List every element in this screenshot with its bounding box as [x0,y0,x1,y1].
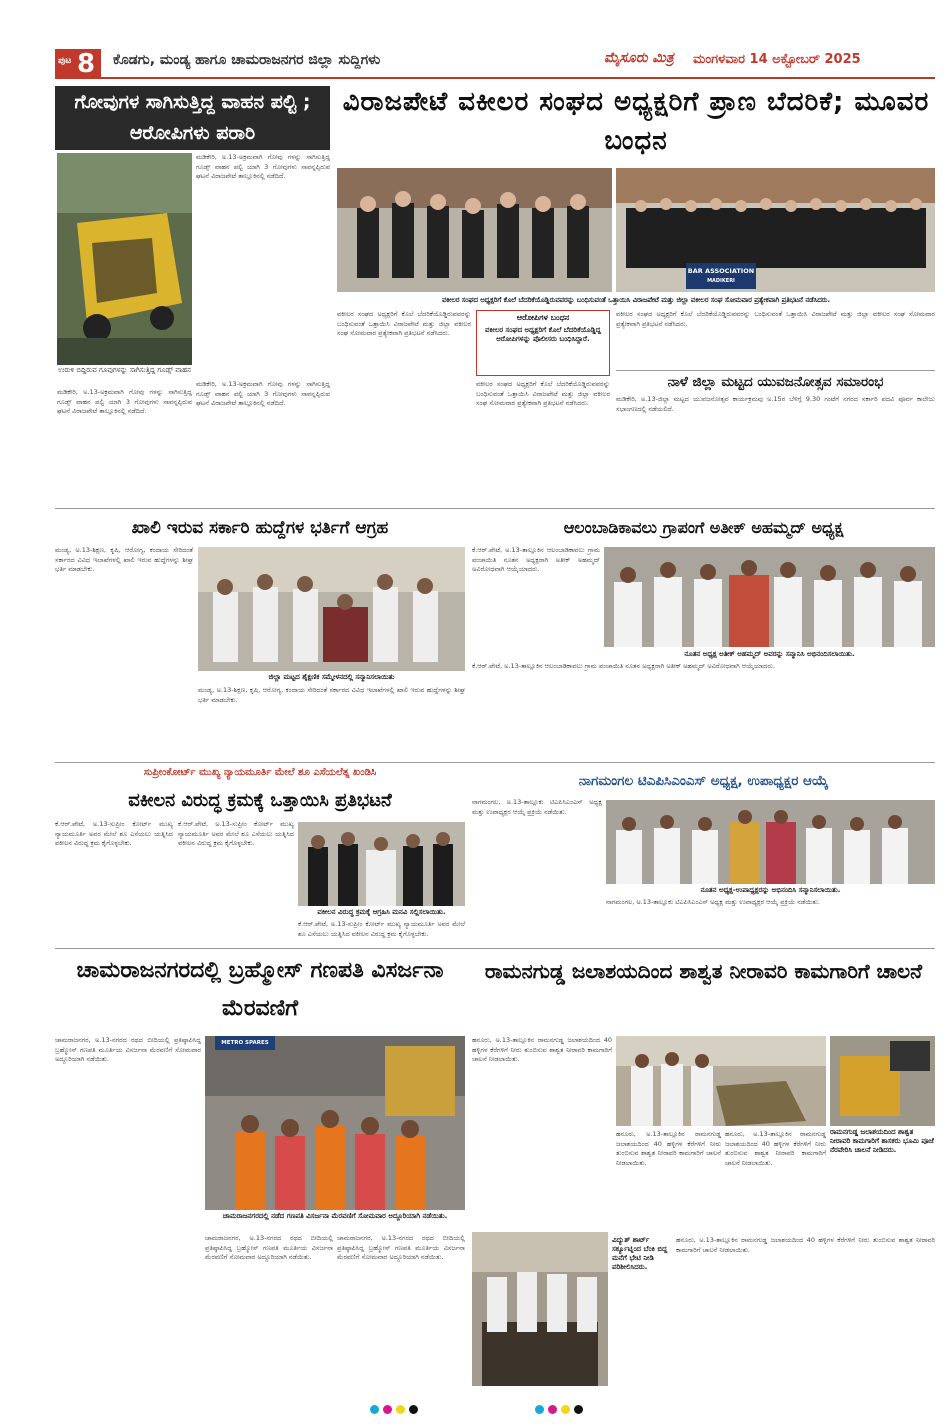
story4-body-col1: ಮಂಡ್ಯ, ಅ.13-ಶಿಕ್ಷಣ, ಕೃಷಿ, ಆರೋಗ್ಯ, ಕಂದಾಯ ಸೇರಿದಂತೆ ಸರ್ಕಾರದ ವಿವಿಧ ಇಲಾಖೆಗಳಲ್ಲಿ ಖಾಲಿ ಇರುವ ಹುದ್ದೆಗಳನ್ನು ಶೀಘ್ರ ಭರ್ತಿ ಮಾಡಬೇಕು. [55,546,193,573]
issue-date: ಮಂಗಳವಾರ 14 ಅಕ್ಟೋಬರ್ 2025 [693,52,861,67]
story5-body-col2: ಕೆ.ಆರ್.ಪೇಟೆ, ಅ.13-ತಾಲ್ಲೂಕಿನ ಆಲಂಬಾಡಿಕಾವಲು ಗ್ರಾಮ ಪಂಚಾಯಿತಿ ನೂತನ ಅಧ್ಯಕ್ಷರಾಗಿ ಅತೀಕ್ ಅಹಮ್ಮದ್ ಅವಿರೋಧವಾಗಿ ಆಯ್ಕೆಯಾದರು. [472,662,775,670]
story6-body-col1: ಕೆ.ಆರ್.ಪೇಟೆ, ಅ.13-ಸುಪ್ರೀಂ ಕೋರ್ಟ್ ಮುಖ್ಯ ನ್ಯಾಯಮೂರ್ತಿ ಅವರ ಮೇಲೆ ಶೂ ಎಸೆಯಲು ಯತ್ನಿಸಿದ ವಕೀಲನ ವಿರುದ್ಧ ಕ್ರಮ ಕೈಗೊಳ್ಳಬೇಕು. [55,820,173,847]
story9-photo-side [830,1036,935,1126]
story1-body-col2: ಮಡಿಕೇರಿ, ಅ.13-ಅಕ್ರಮವಾಗಿ ಗೋವು ಗಳನ್ನು ಸಾಗಿಸುತ್ತಿದ್ದ ಗೂಡ್ಸ್ ವಾಹನ ಪಲ್ಟಿ ಯಾಗಿ 3 ಗೋವುಗಳು ಸಾವನ್ನಪ್ಪಿರುವ ಘಟನೆ ವಿರಾಜಪೇಟೆ ತಾಲ್ಲೂಕಿನಲ್ಲಿ ನಡೆದಿದೆ. [196,380,330,407]
story5-body-col1: ಕೆ.ಆರ್.ಪೇಟೆ, ಅ.13-ತಾಲ್ಲೂಕಿನ ಆಲಂಬಾಡಿಕಾವಲು ಗ್ರಾಮ ಪಂಚಾಯಿತಿ ನೂತನ ಅಧ್ಯಕ್ಷರಾಗಿ ಅತೀಕ್ ಅಹಮ್ಮದ್ ಅವಿರೋಧವಾಗಿ ಆಯ್ಕೆಯಾದರು. [472,546,600,573]
story6-photo [298,822,465,906]
registration-mark-black-2 [574,1405,583,1414]
story6-body-col2: ಕೆ.ಆರ್.ಪೇಟೆ, ಅ.13-ಸುಪ್ರೀಂ ಕೋರ್ಟ್ ಮುಖ್ಯ ನ್ಯಾಯಮೂರ್ತಿ ಅವರ ಮೇಲೆ ಶೂ ಎಸೆಯಲು ಯತ್ನಿಸಿದ ವಕೀಲನ ವಿರುದ್ಧ ಕ್ರಮ ಕೈಗೊಳ್ಳಬೇಕು. [178,820,294,847]
newspaper-name: ಮೈಸೂರು ಮಿತ್ರ [604,50,674,66]
story8-body-col2: ಚಾಮರಾಜನಗರ, ಅ.13-ನಗರದ ರಥದ ಬೀದಿಯಲ್ಲಿ ಪ್ರತಿಷ್ಠಾಪಿಸಿದ್ದ ಬ್ರಹ್ಮೋಸ್ ಗಣಪತಿ ಮೂರ್ತಿಯ ವಿಸರ್ಜನಾ ಮೆರವಣಿಗೆ ಸೋಮವಾರ ಅದ್ದೂರಿಯಾಗಿ ನಡೆಯಿತು. [205,1234,333,1261]
story9-body-col1: ಹನೂರು, ಅ.13-ತಾಲ್ಲೂಕಿನ ರಾಮನಗುಡ್ಡ ಜಲಾಶಯದಿಂದ 40 ಹಳ್ಳಿಗಳ ಕೆರೆಗಳಿಗೆ ನೀರು ತುಂಬಿಸುವ ಶಾಶ್ವತ ನೀರಾವರಿ ಕಾಮಗಾರಿಗೆ ಚಾಲನೆ ನೀಡಲಾಯಿತು. [472,1036,612,1063]
story7-body-col1: ನಾಗಮಂಗಲ, ಅ.13-ತಾಲ್ಲೂಕು ಟಿಎಪಿಸಿಎಂಎಸ್ ಅಧ್ಯಕ್ಷ ಮತ್ತು ಉಪಾಧ್ಯಕ್ಷರ ಆಯ್ಕೆ ಪ್ರಕ್ರಿಯೆ ನಡೆಯಿತು. [472,798,602,816]
story7-photo [606,800,935,884]
page-number: 8 [77,49,96,79]
story8-body-col1: ಚಾಮರಾಜನಗರ, ಅ.13-ನಗರದ ರಥದ ಬೀದಿಯಲ್ಲಿ ಪ್ರತಿಷ್ಠಾಪಿಸಿದ್ದ ಬ್ರಹ್ಮೋಸ್ ಗಣಪತಿ ಮೂರ್ತಿಯ ವಿಸರ್ಜನಾ ಮೆರವಣಿಗೆ ಸೋಮವಾರ ಅದ್ದೂರಿಯಾಗಿ ನಡೆಯಿತು. [55,1036,201,1063]
shop-sign: METRO SPARES [221,1040,269,1046]
story5-headline: ಆಲಂಬಾಡಿಕಾವಲು ಗ್ರಾಪಂಗೆ ಅತೀಕ್ ಅಹಮ್ಮದ್ ಅಧ್ಯಕ್ಷ [563,518,844,537]
registration-mark-cyan [370,1405,379,1414]
story7-body-col2: ನಾಗಮಂಗಲ, ಅ.13-ತಾಲ್ಲೂಕು ಟಿಎಪಿಸಿಎಂಎಸ್ ಅಧ್ಯಕ್ಷ ಮತ್ತು ಉಪಾಧ್ಯಕ್ಷರ ಆಯ್ಕೆ ಪ್ರಕ್ರಿಯೆ ನಡೆಯಿತು. [606,898,820,906]
story9-side-caption: ರಾಮನಗುಡ್ಡ ಜಲಾಶಯದಿಂದ ಶಾಶ್ವತ ನೀರಾವರಿ ಕಾಮಗಾರಿಗೆ ಶಾಸಕರು ಭೂಮಿ ಪೂಜೆ ನೆರವೇರಿಸಿ ಚಾಲನೆ ನೀಡಿದರು. [830,1128,934,1154]
sidebox-title: ಆರೋಪಿಗಳ ಬಂಧನ [516,313,570,322]
story7-caption: ನೂತನ ಅಧ್ಯಕ್ಷ-ಉಪಾಧ್ಯಕ್ಷರನ್ನು ಅಭಿನಂದಿಸಿ ಸನ್ಮಾನಿಸಲಾಯಿತು. [700,886,841,894]
story4-photo [198,547,465,671]
story8-photo [205,1036,465,1210]
story2-body-col2: ವಕೀಲರ ಸಂಘದ ಅಧ್ಯಕ್ಷರಿಗೆ ಕೊಲೆ ಬೆದರಿಕೆಯೊಡ್ಡಿರುವವರನ್ನು ಬಂಧಿಸುವಂತೆ ಒತ್ತಾಯಿಸಿ ವಿರಾಜಪೇಟೆ ಮತ್ತು ಜಿಲ್ಲಾ ವಕೀಲರ ಸಂಘ ಸೋಮವಾರ ಪ್ರತ್ಯೇಕವಾಗಿ ಪ್ರತಿಭಟನೆ ನಡೆಸಿದರು. [476,380,610,407]
story1-headline: ಗೋವುಗಳ ಸಾಗಿಸುತ್ತಿದ್ದ ವಾಹನ ಪಲ್ಟಿ ; ಆರೋಪಿಗಳು ಪರಾರಿ [55,86,330,150]
story6-body-col3: ಕೆ.ಆರ್.ಪೇಟೆ, ಅ.13-ಸುಪ್ರೀಂ ಕೋರ್ಟ್ ಮುಖ್ಯ ನ್ಯಾಯಮೂರ್ತಿ ಅವರ ಮೇಲೆ ಶೂ ಎಸೆಯಲು ಯತ್ನಿಸಿದ ವಕೀಲನ ವಿರುದ್ಧ ಕ್ರಮ ಕೈಗೊಳ್ಳಬೇಕು. [298,920,465,938]
story9-photo-main [616,1036,826,1126]
registration-mark-magenta [383,1405,392,1414]
story2-photo-left [337,168,612,292]
story2-sidebox [476,310,610,376]
story8-body-col3: ಚಾಮರಾಜನಗರ, ಅ.13-ನಗರದ ರಥದ ಬೀದಿಯಲ್ಲಿ ಪ್ರತಿಷ್ಠಾಪಿಸಿದ್ದ ಬ್ರಹ್ಮೋಸ್ ಗಣಪತಿ ಮೂರ್ತಿಯ ವಿಸರ್ಜನಾ ಮೆರವಣಿಗೆ ಸೋಮವಾರ ಅದ್ದೂರಿಯಾಗಿ ನಡೆಯಿತು. [337,1234,465,1261]
registration-mark-cyan-2 [535,1405,544,1414]
story2-headline: ವಿರಾಜಪೇಟೆ ವಕೀಲರ ಸಂಘದ ಅಧ್ಯಕ್ಷರಿಗೆ ಪ್ರಾಣ ಬೆದರಿಕೆ; ಮೂವರ ಬಂಧನ [342,87,930,156]
divider-row3 [55,948,935,949]
story3-headline: ನಾಳೆ ಜಿಲ್ಲಾ ಮಟ್ಟದ ಯುವಜನೋತ್ಸವ ಸಮಾರಂಭ [616,370,935,392]
story4-headline: ಖಾಲಿ ಇರುವ ಸರ್ಕಾರಿ ಹುದ್ದೆಗಳ ಭರ್ತಿಗೆ ಆಗ್ರಹ [131,518,389,538]
page-number-box [55,49,101,79]
story2-body-col1: ವಕೀಲರ ಸಂಘದ ಅಧ್ಯಕ್ಷರಿಗೆ ಕೊಲೆ ಬೆದರಿಕೆಯೊಡ್ಡಿರುವವರನ್ನು ಬಂಧಿಸುವಂತೆ ಒತ್ತಾಯಿಸಿ ವಿರಾಜಪೇಟೆ ಮತ್ತು ಜಿಲ್ಲಾ ವಕೀಲರ ಸಂಘ ಸೋಮವಾರ ಪ್ರತ್ಯೇಕವಾಗಿ ಪ್ರತಿಭಟನೆ ನಡೆಸಿದರು. [337,310,471,337]
story9-body-col3: ಹನೂರು, ಅ.13-ತಾಲ್ಲೂಕಿನ ರಾಮನಗುಡ್ಡ ಜಲಾಶಯದಿಂದ 40 ಹಳ್ಳಿಗಳ ಕೆರೆಗಳಿಗೆ ನೀರು ತುಂಬಿಸುವ ಶಾಶ್ವತ ನೀರಾವರಿ ಕಾಮಗಾರಿಗೆ ಚಾಲನೆ ನೀಡಲಾಯಿತು. [725,1130,826,1167]
page-label: ಪುಟ [58,56,72,66]
story5-photo [604,547,935,647]
story4-caption: ಜಿಲ್ಲಾ ಮಟ್ಟದ ಶೈಕ್ಷಣಿಕ ಸಮ್ಮೇಳನದಲ್ಲಿ ಸನ್ಮಾನಿಸಲಾಯಿತು [268,673,395,681]
story1-caption: ಉರುಳಿ ಬಿದ್ದಿರುವ ಗೂವುಗಳನ್ನು ಸಾಗಿಸುತ್ತಿದ್ದ ಗೂಡ್ಸ್ ವಾಹನ [57,366,192,374]
registration-mark-magenta-2 [548,1405,557,1414]
story9-headline: ರಾಮನಗುಡ್ಡ ಜಲಾಶಯದಿಂದ ಶಾಶ್ವತ ನೀರಾವರಿ ಕಾಮಗಾರಿಗೆ ಚಾಲನೆ [484,959,923,983]
story9-side-caption2: ವಿದ್ಯುತ್ ಶಾರ್ಟ್ ಸರ್ಕ್ಯೂಟ್ನಿಂದ ಬೆಂಕಿ ಬಿದ್ದ ಮನೆಗೆ ಭೇಟಿ ನೀಡಿ ಪರಿಶೀಲಿಸಿದರು. [612,1236,668,1271]
registration-mark-black [409,1405,418,1414]
story2-photo-right [616,168,935,292]
banner-sub: MADIKERI [707,278,735,284]
story9-photo-bottom [472,1232,608,1386]
story2-body-col3: ವಕೀಲರ ಸಂಘದ ಅಧ್ಯಕ್ಷರಿಗೆ ಕೊಲೆ ಬೆದರಿಕೆಯೊಡ್ಡಿರುವವರನ್ನು ಬಂಧಿಸುವಂತೆ ಒತ್ತಾಯಿಸಿ ವಿರಾಜಪೇಟೆ ಮತ್ತು ಜಿಲ್ಲಾ ವಕೀಲರ ಸಂಘ ಸೋಮವಾರ ಪ್ರತ್ಯೇಕವಾಗಿ ಪ್ರತಿಭಟನೆ ನಡೆಸಿದರು. [616,310,935,328]
story3-body: ಮಡಿಕೇರಿ, ಅ.13-ಜಿಲ್ಲಾ ಮಟ್ಟದ ಯುವಜನೋತ್ಸವ ಕಾರ್ಯಕ್ರಮವು ಅ.15ರ ಬೆಳಿಗ್ಗೆ 9.30 ಗಂಟೆಗೆ ನಗರದ ಸರ್ಕಾರಿ ಪದವಿ ಪೂರ್ವ ಕಾಲೇಜು ಸಭಾಂಗಣದಲ್ಲಿ ನಡೆಯಲಿದೆ. [616,395,935,413]
story1-photo [57,153,192,365]
bar-association-banner [686,263,756,289]
story2-caption: ವಕೀಲರ ಸಂಘದ ಅಧ್ಯಕ್ಷರಿಗೆ ಕೊಲೆ ಬೆದರಿಕೆಯೊಡ್ಡಿರುವವರನ್ನು ಬಂಧಿಸುವಂತೆ ಒತ್ತಾಯಿಸಿ ವಿರಾಜಪೇಟೆ ಮತ್ತು ಜಿಲ್ಲಾ ವಕೀಲರ ಸಂಘ ಸೋಮವಾರ ಪ್ರತ್ಯೇಕವಾಗಿ ಪ್ರತಿಭಟನೆ ನಡೆಸಿದರು. [441,296,831,304]
story8-caption: ಚಾಮರಾಜನಗರದಲ್ಲಿ ನಡೆದ ಗಣಪತಿ ವಿಸರ್ಜನಾ ಮೆರವಣಿಗೆ ಸೋಮವಾರ ಅದ್ದೂರಿಯಾಗಿ ನಡೆಯಿತು. [222,1212,448,1220]
registration-mark-yellow [396,1405,405,1414]
sidebox-text: ವಕೀಲರ ಸಂಘದ ಅಧ್ಯಕ್ಷರಿಗೆ ಕೊಲೆ ಬೆದರಿಕೆಯೊಡ್ಡಿದ್ದ ಆರೋಪಿಗಳನ್ನು ಪೊಲೀಸರು ಬಂಧಿಸಿದ್ದಾರೆ. [485,326,601,343]
story6-kicker: ಸುಪ್ರೀಂಕೋರ್ಟ್ ಮುಖ್ಯ ನ್ಯಾಯಮೂರ್ತಿ ಮೇಲೆ ಶೂ ಎಸೆಯಲೆತ್ನ ಖಂಡಿಸಿ [143,767,377,778]
story1-body-right: ಮಡಿಕೇರಿ, ಅ.13-ಅಕ್ರಮವಾಗಿ ಗೋವು ಗಳನ್ನು ಸಾಗಿಸುತ್ತಿದ್ದ ಗೂಡ್ಸ್ ವಾಹನ ಪಲ್ಟಿ ಯಾಗಿ 3 ಗೋವುಗಳು ಸಾವನ್ನಪ್ಪಿರುವ ಘಟನೆ ವಿರಾಜಪೇಟೆ ತಾಲ್ಲೂಕಿನಲ್ಲಿ ನಡೆದಿದೆ. [196,153,330,180]
divider-row1 [55,508,935,509]
story6-headline: ವಕೀಲನ ವಿರುದ್ಧ ಕ್ರಮಕ್ಕೆ ಒತ್ತಾಯಿಸಿ ಪ್ರತಿಭಟನೆ [128,790,392,811]
story9-body-col4: ಹನೂರು, ಅ.13-ತಾಲ್ಲೂಕಿನ ರಾಮನಗುಡ್ಡ ಜಲಾಶಯದಿಂದ 40 ಹಳ್ಳಿಗಳ ಕೆರೆಗಳಿಗೆ ನೀರು ತುಂಬಿಸುವ ಶಾಶ್ವತ ನೀರಾವರಿ ಕಾಮಗಾರಿಗೆ ಚಾಲನೆ ನೀಡಲಾಯಿತು. [676,1236,935,1254]
story6-caption: ವಕೀಲನ ವಿರುದ್ಧ ಕ್ರಮಕ್ಕೆ ಆಗ್ರಹಿಸಿ ಮನವಿ ಸಲ್ಲಿಸಲಾಯಿತು. [317,908,446,916]
story9-body-col2: ಹನೂರು, ಅ.13-ತಾಲ್ಲೂಕಿನ ರಾಮನಗುಡ್ಡ ಜಲಾಶಯದಿಂದ 40 ಹಳ್ಳಿಗಳ ಕೆರೆಗಳಿಗೆ ನೀರು ತುಂಬಿಸುವ ಶಾಶ್ವತ ನೀರಾವರಿ ಕಾಮಗಾರಿಗೆ ಚಾಲನೆ ನೀಡಲಾಯಿತು. [616,1130,721,1167]
banner-text: BAR ASSOCIATION [687,267,755,275]
story7-headline: ನಾಗಮಂಗಲ ಟಿಎಪಿಸಿಎಂಎಸ್ ಅಧ್ಯಕ್ಷ, ಉಪಾಧ್ಯಕ್ಷರ ಆಯ್ಕೆ [578,773,829,789]
story4-body-col2: ಮಂಡ್ಯ, ಅ.13-ಶಿಕ್ಷಣ, ಕೃಷಿ, ಆರೋಗ್ಯ, ಕಂದಾಯ ಸೇರಿದಂತೆ ಸರ್ಕಾರದ ವಿವಿಧ ಇಲಾಖೆಗಳಲ್ಲಿ ಖಾಲಿ ಇರುವ ಹುದ್ದೆಗಳನ್ನು ಶೀಘ್ರ ಭರ್ತಿ ಮಾಡಬೇಕು. [198,686,465,704]
story8-headline: ಚಾಮರಾಜನಗರದಲ್ಲಿ ಬ್ರಹ್ಮೋಸ್ ಗಣಪತಿ ವಿಸರ್ಜನಾ ಮೆರವಣಿಗೆ [76,958,444,1021]
section-title: ಕೊಡಗು, ಮಂಡ್ಯ ಹಾಗೂ ಚಾಮರಾಜನಗರ ಜಿಲ್ಲಾ ಸುದ್ದಿಗಳು [113,52,381,68]
story1-body: ಮಡಿಕೇರಿ, ಅ.13-ಅಕ್ರಮವಾಗಿ ಗೋವು ಗಳನ್ನು ಸಾಗಿಸುತ್ತಿದ್ದ ಗೂಡ್ಸ್ ವಾಹನ ಪಲ್ಟಿ ಯಾಗಿ 3 ಗೋವುಗಳು ಸಾವನ್ನಪ್ಪಿರುವ ಘಟನೆ ವಿರಾಜಪೇಟೆ ತಾಲ್ಲೂಕಿನಲ್ಲಿ ನಡೆದಿದೆ. [57,388,192,415]
story5-caption: ನೂತನ ಅಧ್ಯಕ್ಷ ಅತೀಕ್ ಅಹಮ್ಮದ್ ಅವರನ್ನು ಸನ್ಮಾನಿಸಿ ಅಭಿನಂದಿಸಲಾಯಿತು. [684,650,855,658]
divider-row2 [55,762,935,763]
registration-mark-yellow-2 [561,1405,570,1414]
